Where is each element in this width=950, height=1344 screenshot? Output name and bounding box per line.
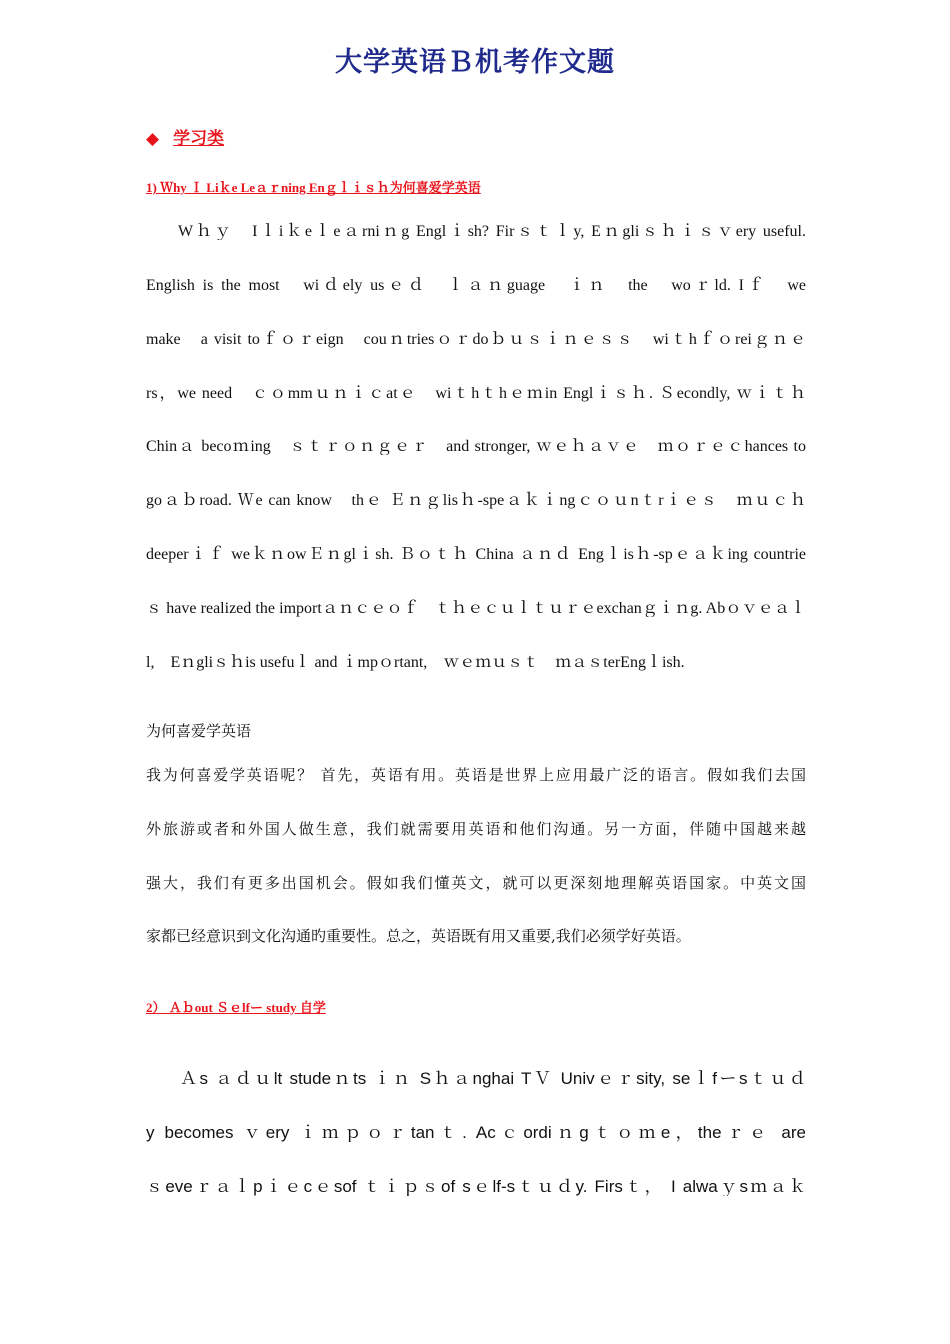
essay-1-line: ｓ have realized the importａｎｃｅｏｆ ｔｈｅｃｕｌｔｕｒｅexchanｇｉｎg. Abｏｖｅａｌ	[146, 600, 806, 617]
translation-1-line: 我为何喜爱学英语呢？ 首先，英语有用。英语是世界上应用最广泛的语言。假如我们去国	[146, 766, 806, 784]
diamond-bullet-icon: ◆	[146, 129, 160, 149]
essay-2-line: Ａs ａｄｕlt studeｎts ｉｎ Sｈａnghai TＶ Univｅｒsity, seｌfーsｔｕｄ	[180, 1069, 806, 1088]
essay-1-line: l, Eｎgliｓｈis usefuｌ and ｉmpｏrtant, ｗｅｍｕｓｔ ｍａｓterEngｌish.	[146, 654, 685, 671]
essay-1-line: make a visit toｆｏｒeign couｎtriesｏｒdoｂｕｓｉｎｅｓｓ wiｔhｆｏreiｇｎｅ	[146, 331, 806, 348]
translation-1-line: 家都已经意识到文化沟通旳重要性。总之，英语既有用又重要,我们必须学好英语。	[146, 927, 691, 945]
essay-2-line: ｓeveｒａｌpｉｅcｅsof ｔｉｐｓof sｅlf-sｔｕｄy. Firsｔ， I alwaｙsｍａｋ	[146, 1177, 806, 1196]
essay-2-heading: 2） Ａｂout Ｓｅlfー study 自学	[146, 1000, 326, 1015]
document-title: 大学英语Ｂ机考作文题	[335, 47, 615, 78]
essay-1-line: English is the most wiｄely usｅｄ ｌａｎguage ｉｎ the woｒld. Iｆ we	[146, 277, 806, 294]
essay-2-line: y becomes ｖery ｉｍｐｏｒtanｔ. Acｃordiｎgｔｏｍe，theｒｅ are	[146, 1123, 806, 1142]
translation-1-line: 强大，我们有更多出国机会。假如我们懂英文，就可以更深刻地理解英语国家。中英文国	[146, 874, 806, 892]
section-header	[146, 124, 224, 149]
translation-1-title: 为何喜爱学英语	[146, 722, 252, 740]
section-label: 学习类	[173, 129, 225, 149]
translation-1-line: 外旅游或者和外国人做生意，我们就需要用英语和他们沟通。另一方面，伴随中国越来越	[146, 820, 806, 838]
essay-1-line: Wｈｙ Iｌiｋeｌeａrniｎg Englｉsh? Firｓｔｌy, Eｎgliｓｈｉｓｖery useful.	[178, 223, 806, 240]
essay-1-line: rs，we need ｃｏmmｕｎｉｃatｅ wiｔhｔhｅｍin Englｉｓｈ. Ｓecondly, ｗｉｔｈ	[146, 385, 806, 402]
essay-1-line: deeperｉｆ weｋｎowＥｎglｉsh. Ｂｏｔｈ China ａｎｄ Engｌisｈ-spｅａｋing countrie	[146, 546, 806, 563]
essay-1-line: goａｂroad. Ｗe can know thｅ Ｅｎｇlisｈ-speａｋｉngｃｏｕnｔrｉｅｓ ｍｕｃｈ	[146, 492, 806, 509]
essay-1-line: Chinａ becoｍing ｓｔｒｏｎｇｅｒ and stronger, ｗｅｈａｖｅ ｍｏｒｅｃhances to	[146, 438, 806, 455]
essay-1-heading: 1) Ｗhy Ｉ Liｋe Leａｒning Enｇｌｉｓｈ为何喜爱学英语	[146, 180, 481, 195]
